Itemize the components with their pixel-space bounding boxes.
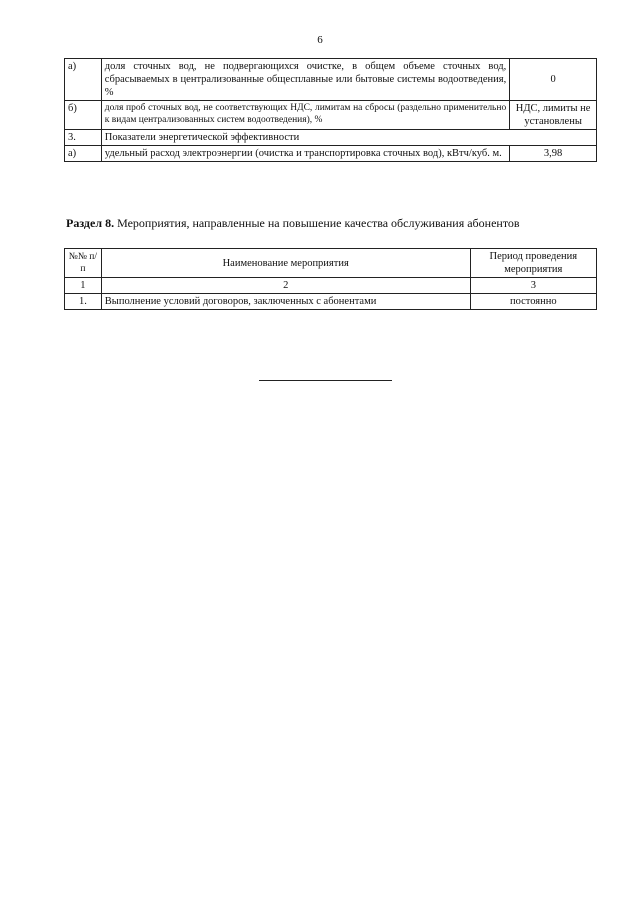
row-description: доля проб сточных вод, не соответствующих НДС, лимитам на сбросы (раздельно применительно к видам централизованных систем водоотведения), % xyxy=(101,101,509,130)
row-description: доля сточных вод, не подвергающихся очистке, в общем объеме сточных вод, сбрасываемых в централизованные общесплавные или бытовые системы водоотведения, % xyxy=(101,59,509,101)
row-value: 3,98 xyxy=(510,146,597,162)
index-cell: 2 xyxy=(101,278,470,294)
section-title: Мероприятия, направленные на повышение качества обслуживания абонентов xyxy=(117,216,520,230)
table-row xyxy=(65,59,597,101)
page-number: 6 xyxy=(317,34,323,46)
indicators-table xyxy=(64,58,597,162)
row-number: б) xyxy=(65,101,102,130)
row-value: 0 xyxy=(510,59,597,101)
row-value: НДС, лимиты не установлены xyxy=(510,101,597,130)
table-index-row xyxy=(65,278,597,294)
column-header-period: Период проведения мероприятия xyxy=(470,249,596,278)
table-header-row xyxy=(65,249,597,278)
row-number: 1. xyxy=(65,294,102,310)
section-label: Раздел 8. xyxy=(66,216,115,230)
row-period: постоянно xyxy=(470,294,596,310)
index-cell: 1 xyxy=(65,278,102,294)
row-number: 3. xyxy=(65,130,102,146)
section-heading xyxy=(66,216,520,231)
row-description: удельный расход электроэнергии (очистка и транспортировка сточных вод), кВтч/куб. м. xyxy=(101,146,509,162)
row-number: а) xyxy=(65,146,102,162)
table-row xyxy=(65,130,597,146)
column-header-number: №№ п/п xyxy=(65,249,102,278)
table-row xyxy=(65,101,597,130)
measures-table xyxy=(64,248,597,310)
table-row xyxy=(65,146,597,162)
column-header-name: Наименование мероприятия xyxy=(101,249,470,278)
table-row xyxy=(65,294,597,310)
closing-rule xyxy=(259,380,392,381)
index-cell: 3 xyxy=(470,278,596,294)
row-number: а) xyxy=(65,59,102,101)
row-section-title: Показатели энергетической эффективности xyxy=(101,130,596,146)
row-measure: Выполнение условий договоров, заключенных с абонентами xyxy=(101,294,470,310)
